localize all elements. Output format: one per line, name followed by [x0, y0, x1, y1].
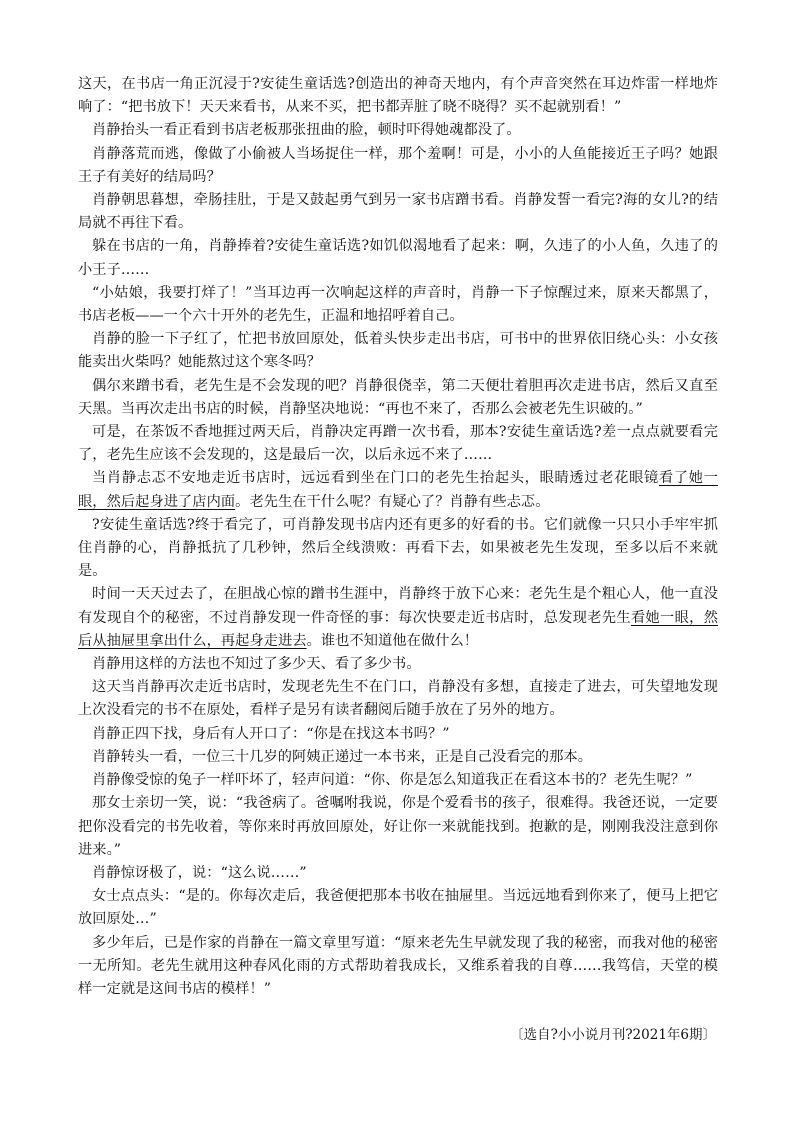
paragraph [78, 653, 718, 676]
paragraph [78, 235, 718, 281]
text-segment: 肖静惊讶极了，说：“这么说……” [92, 864, 307, 881]
paragraph [78, 328, 718, 374]
text-segment: 肖静像受惊的兔子一样吓坏了，轻声问道：“你、你是怎么知道我正在看这本书的？老先生呢？” [92, 772, 693, 789]
text-segment: 多少年后，已是作家的肖静在一篇文章里写道：“原来老先生早就发现了我的秘密，而我对他的秘密一无所知。老先生就用这种春风化雨的方式帮助着我成长，又维系着我的自尊……我笃信，天堂的模样一定就是这间书店的模样！” [78, 934, 718, 997]
underlined-text: 看了她一眼，然后起身进了店内面 [78, 470, 718, 510]
story-body [78, 73, 718, 1001]
paragraph [78, 862, 718, 885]
paragraph [78, 746, 718, 769]
text-segment: “小姑娘，我要打烊了！”当耳边再一次响起这样的声音时，肖静一下子惊醒过来，原来天都黑了，书店老板——一个六十开外的老先生，正温和地招呼着自己。 [78, 284, 718, 325]
text-segment: 肖静用这样的方法也不知过了多少天、看了多少书。 [92, 656, 421, 673]
text-segment: 偶尔来蹭书看，老先生是不会发现的吧？肖静很侥幸，第二天便壮着胆再次走进书店，然后又直至天黑。当再次走出书店的时候，肖静坚决地说：“再也不来了，否那么会被老先生识破的。” [78, 377, 718, 417]
text-segment: 肖静抬头一看正看到书店老板那张扭曲的脸，顿时吓得她魂都没了。 [92, 122, 521, 139]
paragraph [78, 769, 718, 792]
source-citation: 〔选自?小小说月刊?2021年6期〕 [510, 1027, 716, 1043]
text-segment: 肖静朝思暮想，牵肠挂肚，于是又鼓起勇气到另一家书店蹭书看。肖静发誓一看完?海的女儿?的结局就不再往下看。 [78, 192, 718, 232]
underlined-text: 看她一眼，然后从抽屉里拿出什么，再起身走进去 [78, 609, 718, 649]
text-segment: 当肖静忐忑不安地走近书店时，远远看到坐在门口的老先生抬起头，眼睛透过老花眼镜 [92, 470, 659, 487]
text-segment: 那女士亲切一笑，说：“我爸病了。爸嘱咐我说，你是个爱看书的孩子，很难得。我爸还说，一定要把你没看完的书先收着，等你来时再放回原处，好让你一来就能找到。抱歉的是，刚刚我没注意到你进来。” [78, 795, 718, 858]
paragraph [78, 583, 718, 653]
text-segment: 女士点点头：“是的。你每次走后，我爸便把那本书收在抽屉里。当远远地看到你来了，便马上把它放回原处…” [78, 888, 718, 928]
text-segment: 躲在书店的一角，肖静捧着?安徒生童话选?如饥似渴地看了起来：啊，久违了的小人鱼，久违了的小王子…… [78, 238, 718, 278]
paragraph [78, 375, 718, 421]
paragraph [78, 73, 718, 119]
text-segment: 。老先生在干什么呢？有疑心了？肖静有些忐忑。 [235, 493, 550, 510]
paragraph [78, 143, 718, 189]
text-segment: 肖静转头一看，一位三十几岁的阿姨正递过一本书来，正是自己没看完的那本。 [92, 748, 593, 765]
text-segment: 肖静落荒而逃，像做了小偷被人当场捉住一样，那个羞啊！可是，小小的人鱼能接近王子吗？她跟王子有美好的结局吗？ [78, 145, 718, 185]
text-segment: 。谁也不知道他在做什么！ [306, 632, 479, 649]
paragraph [78, 189, 718, 235]
paragraph [78, 792, 718, 862]
text-segment: 这天，在书店一角正沉浸于?安徒生童话选?创造出的神奇天地内，有个声音突然在耳边炸雷一样地炸响了：“把书放下！天天来看书，从来不买，把书都弄脏了晓不晓得？买不起就别看！” [78, 76, 718, 116]
text-segment: 这天当肖静再次走近书店时，发现老先生不在门口，肖静没有多想，直接走了进去，可失望地发现上次没看完的书不在原处，看样子是另有读者翻阅后随手放在了另外的地方。 [78, 679, 718, 719]
paragraph [78, 467, 718, 513]
paragraph [78, 885, 718, 931]
paragraph [78, 723, 718, 746]
paragraph [78, 119, 718, 142]
paragraph [78, 514, 718, 584]
text-segment: ?安徒生童话选?终于看完了，可肖静发现书店内还有更多的好看的书。它们就像一只只小手牢牢抓住肖静的心，肖静抵抗了几秒钟，然后全线溃败：再看下去，如果被老先生发现，至多以后不来就是。 [78, 516, 718, 580]
text-segment: 可是，在茶饭不香地捱过两天后，肖静决定再蹭一次书看，那本?安徒生童话选?差一点点就要看完了，老先生应该不会发现的，这是最后一次，以后永远不来了…… [78, 424, 718, 464]
text-segment: 肖静正四下找，身后有人开口了：“你是在找这本书吗？” [92, 725, 450, 742]
paragraph [78, 421, 718, 467]
paragraph [78, 676, 718, 722]
text-segment: 时间一天天过去了，在胆战心惊的蹭书生涯中，肖静终于放下心来：老先生是个粗心人，他一直没有发现自个的秘密，不过肖静发现一件奇怪的事：每次快要走近书店时，总发现老先生 [78, 586, 718, 626]
paragraph [78, 282, 718, 328]
paragraph [78, 932, 718, 1002]
text-segment: 肖静的脸一下子红了，忙把书放回原处，低着头快步走出书店，可书中的世界依旧绕心头：小女孩能卖出火柴吗？她能熬过这个寒冬吗？ [78, 331, 718, 371]
